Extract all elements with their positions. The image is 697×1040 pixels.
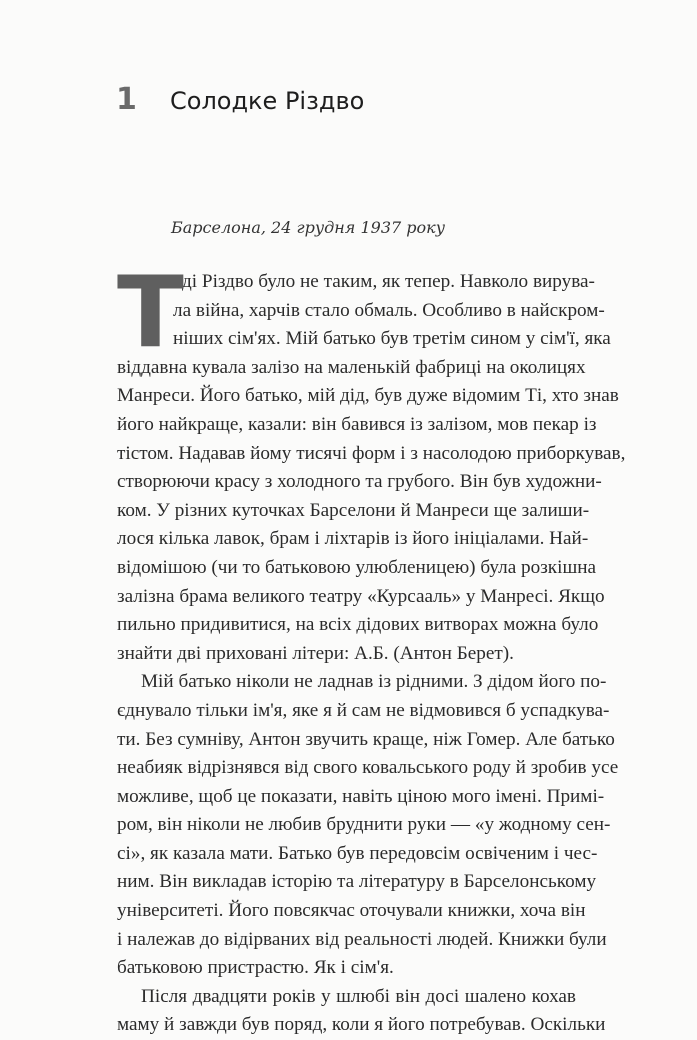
text-line: ком. У різних куточках Барселони й Манреси ще залиши- <box>117 499 590 521</box>
chapter-title: Солодке Різдво <box>170 87 365 115</box>
paragraph-start-line: Мій батько ніколи не ладнав із рідними. З дідом його по- <box>141 671 607 693</box>
text-line: і належав до відірваних від реальності людей. Книжки були <box>117 928 607 950</box>
chapter-number: 1 <box>116 82 137 117</box>
text-line: відомішою (чи то батьковою улюбленицею) була розкішна <box>117 556 597 578</box>
text-line: маму й завжди був поряд, коли я його потребував. Оскільки <box>117 1014 606 1036</box>
text-line: ним. Він викладав історію та літературу в Барселонському <box>117 871 597 893</box>
text-line: ніших сім'ях. Мій батько був третім сином у сім'ї, яка <box>173 328 611 350</box>
text-line: створюючи красу з холодного та грубого. Він був художни- <box>117 471 602 493</box>
text-line: батьковою пристрастю. Як і сім'я. <box>117 957 394 979</box>
text-line: ром, він ніколи не любив бруднити руки — «у жодному сен- <box>117 814 611 836</box>
text-line: його найкраще, казали: він бавився із залізом, мов пекар із <box>117 413 597 435</box>
text-line: єднувало тільки ім'я, яке я й сам не відмовився б успадкува- <box>117 699 610 721</box>
paragraph-start-line: Після двадцяти років у шлюбі він досі шалено кохав <box>141 985 576 1007</box>
text-line: пильно придивитися, на всіх дідових витворах можна було <box>117 614 599 636</box>
text-line: залізна брама великого театру «Курсааль» у Манресі. Якщо <box>117 585 605 607</box>
text-line: сі», як казала мати. Батько був передовсім освіченим і чес- <box>117 842 598 864</box>
dateline: Барселона, 24 грудня 1937 року <box>171 218 445 237</box>
text-line: ти. Без сумніву, Антон звучить краще, ніж Гомер. Але батько <box>117 728 615 750</box>
text-line: тістом. Надавав йому тисячі форм і з насолодою приборкував, <box>117 442 626 464</box>
chapter-heading <box>116 82 364 117</box>
text-line: ла війна, харчів стало обмаль. Особливо в найскром- <box>173 299 605 321</box>
body-text <box>117 268 626 1040</box>
text-line: лося кілька лавок, брам і ліхтарів із його ініціалами. Най- <box>117 528 589 550</box>
text-line: віддавна кувала залізо на маленькій фабриці на околицях <box>117 356 586 378</box>
text-line: неабияк відрізнявся від свого ковальського роду й зробив усе <box>117 757 619 779</box>
text-line: знайти дві приховані літери: А.Б. (Антон Берет). <box>117 642 514 664</box>
text-line: Манреси. Його батько, мій дід, був дуже відомим Ті, хто знав <box>117 385 619 407</box>
text-line: можливе, щоб це показати, навіть ціною мого імені. Примі- <box>117 785 605 807</box>
text-line: оді Різдво було не таким, як тепер. Навколо вирува- <box>173 271 595 292</box>
text-line: університеті. Його повсякчас оточували книжки, хоча він <box>117 900 586 922</box>
drop-cap: Т <box>117 274 184 352</box>
